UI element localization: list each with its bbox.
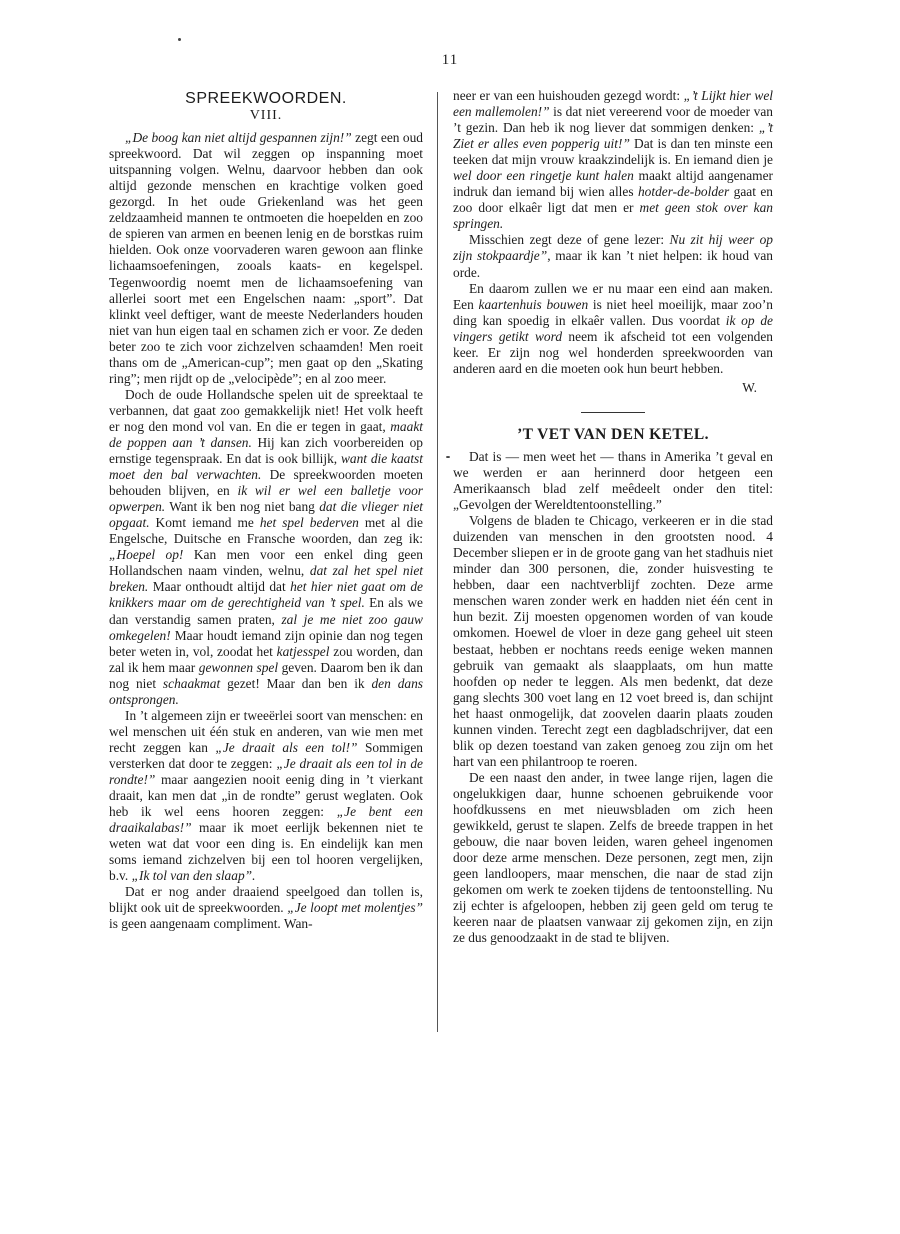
spreekwoorden-paragraph: En daarom zullen we er nu maar een eind aan maken. Een kaartenhuis bouwen is niet heel moeilijk, maar zoo’n ding kan spoedig in elkaêr vallen. Dus voordat ik op de vingers getikt word neem ik afscheid tot een volgenden keer. Er zijn nog wel honderden spreekwoorden van anderen aard en die moeten ook hun beurt hebben. (453, 280, 773, 376)
spreekwoorden-paragraph: In ’t algemeen zijn er tweeërlei soort van menschen: en wel menschen uit één stuk en anderen, van wie men met recht zeggen kan „Je draait als een tol!” Sommigen versterken dat door te zeggen: „Je draait als een tol in de rondte!” maar aangezien nooit eenig ding in ’t vierkant draait, kan men dat „in de rondte” gerust weglaten. Ook heb ik wel eens hooren zeggen: „Je bent een draaikalabas!” maar ik moet eerlijk bekennen niet te weten wat dat voor een ding is. En eindelijk kan men soms iemand zichzelven bij een tol hooren vergelijken, b.v. „Ik tol van den slaap”. (109, 707, 423, 884)
stray-dot-mid (446, 456, 450, 458)
spreekwoorden-paragraph: Misschien zegt deze of gene lezer: Nu zit hij weer op zijn stokpaardje”, maar ik kan ’t niet helpen: ik houd van orde. (453, 232, 774, 280)
page-number: 11 (441, 52, 459, 68)
article-paragraph: Volgens de bladen te Chicago, verkeeren er in die stad duizenden van menschen in den grootsten nood. 4 December sliepen er in de groote gang van het stadhuis niet minder dan 300 personen, die, zonder huisvesting te hebben, daar een nachtverblijf zochten. Deze arme menschen waren zonder werk en hadden niet één cent in hun bezit. Zij moesten opgenomen worden of van koude omkomen. Hoewel de vloer in deze gang geheel uit steen bestaat, hebben er nochtans reeds eenige weken mannen gebruik van gemaakt als slaapplaats, om hun matte hoofden op neder te leggen. Als men bedenkt, dat deze gang slechts 300 voet lang en 12 voet breed is, dan schijnt het haast onmogelijk, dat zoovelen daarin plaats zouden kunnen vinden. Terecht zegt een dagbladschrijver, dat een blik op dezen toestand van zaken genoeg zou zijn om het hart van een philantroop te roeren. (453, 513, 773, 769)
article-body (453, 449, 773, 946)
spreekwoorden-paragraph: Doch de oude Hollandsche spelen uit de spreektaal te verbannen, dat gaat zoo gemakkelijk niet! Het volk heeft er nog den mond vol van. En die er tegen in gaat, maakt de poppen aan ’t dansen. Hij kan zich voorbereiden op ernstige tegenspraak. En dat is ook billijk, want die kaatst moet den bal verwachten. De spreekwoorden moeten behouden blijven, en ik wil er wel een balletje voor opwerpen. Want ik ben nog niet bang dat die vlieger niet opgaat. Komt iemand me het spel bederven met al die Engelsche, Duitsche en Fransche woorden, dan zeg ik: „Hoepel op! Kan men voor een enkel ding geen Hollandschen naam vinden, welnu, dat zal het spel niet breken. Maar onthoudt altijd dat het hier niet gaat om de knikkers maar om de gerechtigheid van ’t spel. En als we dan verstandig samen praten, zal je me niet zoo gauw omkegelen! Maar houdt iemand zijn opinie dan nog tegen beter weten in, vol, zoodat het katjesspel zou worden, dan zal ik hem maar gewonnen spel geven. Daarom ben ik dan nog niet schaakmat gezet! Maar dan ben ik den dans ontsprongen. (109, 386, 423, 707)
article-paragraph: Dat is — men weet het — thans in Amerika ’t geval en we werden er aan herinnerd door hetgeen een Amerikaansch blad zelf meêdeelt onder den titel: „Gevolgen der Wereldtentoonstelling.” (453, 448, 773, 513)
stray-dot-top (178, 38, 181, 41)
article-paragraph: De een naast den ander, in twee lange rijen, lagen die ongelukkigen daar, hunne schoenen gebruikende voor hoofdkussens en met nieuwsbladen om zich heen gewikkeld, gerust te slapen. Zelfs de breede trappen in het gebouw, die naar boven leiden, waren geheel ingenomen door deze arme menschen. Deze personen, zegt men, zijn geen landloopers, maar menschen, die naar de stad zijn gekomen om werk te zoeken tijdens de tentoonstelling. Nu zij echter is afgeloopen, hebben zij geen geld om terug te keeren naar de plaatsen vanwaar zij gekomen zijn, en zijn ze dus genoodzaakt in de stad te blijven. (453, 769, 773, 946)
spreekwoorden-body-right (453, 88, 773, 377)
section-title: SPREEKWOORDEN. (185, 90, 347, 107)
column-divider (437, 92, 438, 1032)
right-column (453, 88, 773, 946)
article-title: ’T VET VAN DEN KETEL. (517, 425, 709, 443)
spreekwoorden-paragraph: „De boog kan niet altijd gespannen zijn!” zegt een oud spreekwoord. Dat wil zeggen op inspanning moet uitspanning volgen. Welnu, daarvoor hebben dan ook altijd gezonde menschen en krachtige volken goed gezorgd. In het oude Griekenland was het geen zeldzaamheid mannen te ontmoeten die hoepelden en zoo de spieren van armen en beenen lenig en de borstkas ruim hielden. Ook onze voorvaderen waren gewoon aan flinke lichaamsoefeningen, zooals kaats- en kegelspel. Tegenwoordig noemt men de lichaamsoefening van allerlei soort met een Engelschen naam: „sport”. Dat klinkt veel deftiger, want de meeste Nederlanders houden niet van hun eigen taal en schamen zich er voor. Ze deden beter zoo te zich voor zichzelven schaamden! Men roeit thans om de „American-cup”; men gaat op den „Skating ring”; men rijdt op de „velocipède”; en al zoo meer. (109, 130, 423, 386)
author-signature: W. (742, 379, 757, 395)
spreekwoorden-body-left (109, 130, 423, 932)
left-column (109, 88, 423, 932)
spreekwoorden-paragraph-continued: neer er van een huishouden gezegd wordt: „’t Lijkt hier wel een mallemolen!” is dat niet vereerend voor de moeder van ’t gezin. Dan heb ik nog liever dat sommigen denken: „’t Ziet er alles even popperig uit!” Dat is dan ten minste een teeken dat mijn vrouw kraakzindelijk is. En iemand dien je wel door een ringetje kunt halen maakt altijd aangenamer indruk dan iemand bij wien alles hotder-de-bolder gaat en zoo door elkaêr ligt dat men er met geen stok over kan springen. (453, 88, 774, 232)
article-divider (581, 412, 645, 413)
spreekwoorden-paragraph: Dat er nog ander draaiend speelgoed dan tollen is, blijkt ook uit de spreekwoorden. „Je loopt met molentjes” is geen aangenaam compliment. Wan- (109, 884, 423, 932)
section-subtitle: VIII. (249, 108, 283, 124)
